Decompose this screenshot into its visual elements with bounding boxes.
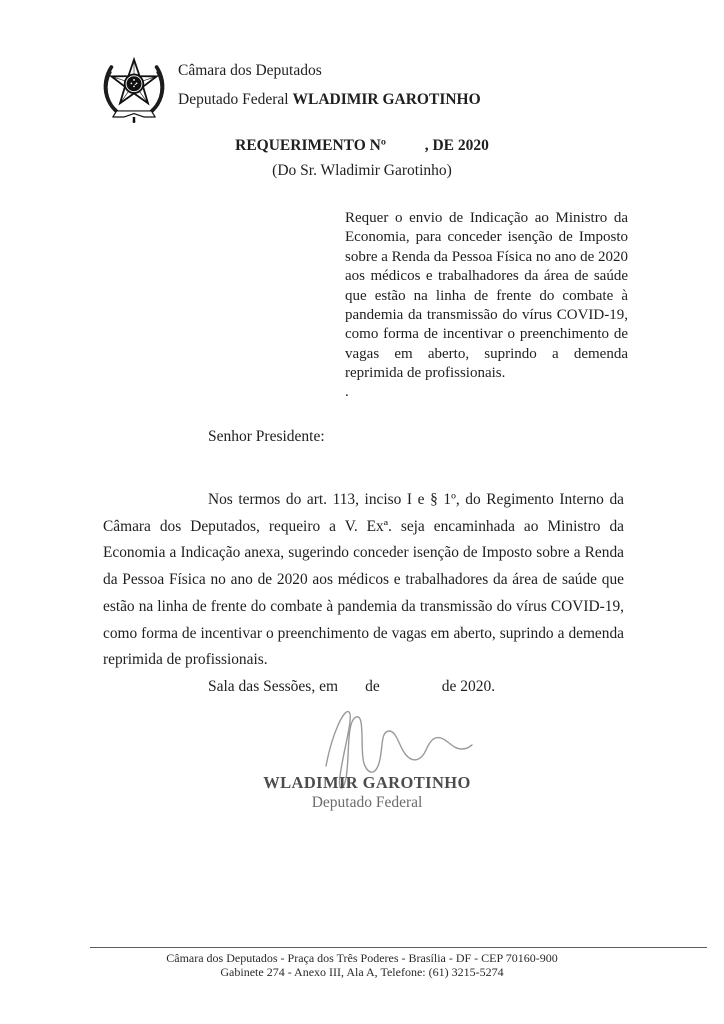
organization-name: Câmara dos Deputados <box>178 62 322 79</box>
ementa-trailing-period: . <box>345 384 349 400</box>
deputy-line <box>178 91 481 109</box>
body-paragraph: Nos termos do art. 113, inciso I e § 1º, do Regimento Interno da Câmara dos Deputados, requeiro a V. Exª. seja encaminhada ao Ministro da Economia a Indicação anexa, sugerindo conceder isenção de Imposto sobre a Renda da Pessoa Física no ano de 2020 aos médicos e trabalhadores da área de saúde que estão na linha de frente do combate à pandemia da transmissão do vírus COVID-19, como forma de incentivar o preenchimento de vagas em aberto, suprindo a demenda reprimida de profissionais. <box>103 491 624 669</box>
deputy-role-prefix: Deputado Federal <box>178 91 293 108</box>
brazil-coat-of-arms-icon <box>96 49 172 123</box>
signatory-role: Deputado Federal <box>311 794 423 811</box>
document-author-line: (Do Sr. Wladimir Garotinho) <box>272 162 452 179</box>
signatory-name: WLADIMIR GAROTINHO <box>263 773 471 792</box>
footer-address: Câmara dos Deputados - Praça dos Três Poderes - Brasília - DF - CEP 70160-900 <box>166 951 558 965</box>
document-title: REQUERIMENTO Nº , DE 2020 <box>235 137 489 154</box>
dateline: Sala das Sessões, em de de 2020. <box>208 678 496 695</box>
footer-divider <box>90 947 707 948</box>
footer-office-contact: Gabinete 274 - Anexo III, Ala A, Telefone: (61) 3215-5274 <box>220 965 504 979</box>
ementa-summary: Requer o envio de Indicação ao Ministro da Economia, para conceder isenção de Imposto sobre a Renda da Pessoa Física no ano de 2020 aos médicos e trabalhadores da área de saúde que estão na linha de frente do combate à pandemia da transmissão do vírus COVID-19, como forma de incentivar o preenchimento de vagas em aberto, suprindo a demenda reprimida de profissionais. <box>345 210 628 382</box>
deputy-name: WLADIMIR GAROTINHO <box>292 91 481 108</box>
salutation: Senhor Presidente: <box>208 428 325 445</box>
